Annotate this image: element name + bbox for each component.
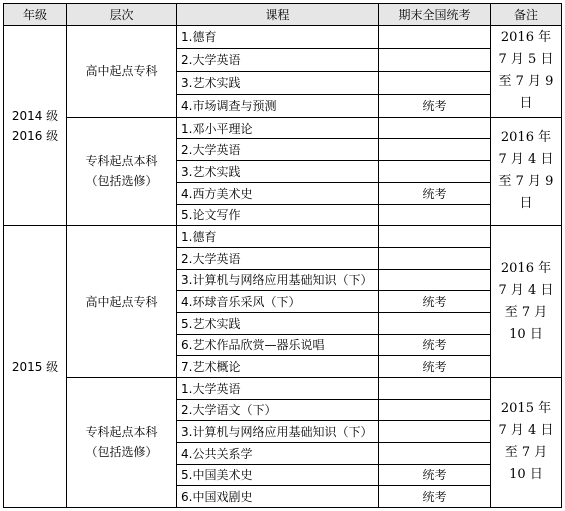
exam-cell: 统考 <box>379 464 491 486</box>
course-cell: 4.西方美术史 <box>177 182 379 204</box>
exam-cell <box>379 117 491 139</box>
remark-cell: 2016 年 7 月 4 日至 7 月 10 日 <box>491 226 562 378</box>
header-national-exam: 期末全国统考 <box>379 4 491 26</box>
header-level: 层次 <box>67 4 177 26</box>
course-cell: 3.计算机与网络应用基础知识（下） <box>177 269 379 291</box>
exam-cell: 统考 <box>379 94 491 117</box>
exam-cell: 统考 <box>379 291 491 313</box>
course-cell: 7.艺术概论 <box>177 356 379 378</box>
exam-cell <box>379 399 491 421</box>
exam-schedule-table <box>3 3 562 508</box>
header-row <box>4 4 562 26</box>
exam-cell <box>379 377 491 399</box>
grade-cell: 2014 级 2016 级 <box>4 26 67 226</box>
exam-cell: 统考 <box>379 182 491 204</box>
level-cell: 专科起点本科 （包括选修） <box>67 117 177 225</box>
exam-cell <box>379 269 491 291</box>
course-cell: 5.论文写作 <box>177 204 379 226</box>
course-cell: 2.大学英语 <box>177 247 379 269</box>
exam-cell <box>379 71 491 94</box>
course-cell: 6.艺术作品欣赏—器乐说唱 <box>177 334 379 356</box>
course-cell: 4.环球音乐采风（下） <box>177 291 379 313</box>
course-cell: 2.大学英语 <box>177 48 379 71</box>
course-cell: 2.大学英语 <box>177 139 379 161</box>
exam-cell <box>379 204 491 226</box>
course-cell: 4.市场调查与预测 <box>177 94 379 117</box>
course-cell: 5.艺术实践 <box>177 312 379 334</box>
remark-cell: 2015 年 7 月 4 日至 7 月 10 日 <box>491 377 562 507</box>
level-cell: 专科起点本科 （包括选修） <box>67 377 177 507</box>
header-course: 课程 <box>177 4 379 26</box>
header-remark: 备注 <box>491 4 562 26</box>
exam-cell: 统考 <box>379 356 491 378</box>
remark-cell: 2016 年 7 月 5 日至 7 月 9 日 <box>491 26 562 118</box>
table-row <box>4 377 562 399</box>
level-cell: 高中起点专科 <box>67 226 177 378</box>
course-cell: 1.德育 <box>177 26 379 49</box>
course-cell: 1.邓小平理论 <box>177 117 379 139</box>
table-row <box>4 26 562 49</box>
level-cell: 高中起点专科 <box>67 26 177 118</box>
table-row <box>4 117 562 139</box>
grade-cell: 2015 级 <box>4 226 67 508</box>
header-grade: 年级 <box>4 4 67 26</box>
exam-cell <box>379 226 491 248</box>
course-cell: 3.艺术实践 <box>177 71 379 94</box>
exam-cell <box>379 442 491 464</box>
exam-cell: 统考 <box>379 486 491 508</box>
course-cell: 5.中国美术史 <box>177 464 379 486</box>
exam-cell <box>379 247 491 269</box>
course-cell: 3.计算机与网络应用基础知识（下） <box>177 421 379 443</box>
exam-cell <box>379 312 491 334</box>
exam-cell: 统考 <box>379 334 491 356</box>
course-cell: 3.艺术实践 <box>177 161 379 183</box>
course-cell: 1.德育 <box>177 226 379 248</box>
exam-cell <box>379 26 491 49</box>
exam-cell <box>379 139 491 161</box>
exam-cell <box>379 48 491 71</box>
course-cell: 2.大学语文（下） <box>177 399 379 421</box>
course-cell: 6.中国戏剧史 <box>177 486 379 508</box>
table-row <box>4 226 562 248</box>
remark-cell: 2016 年 7 月 4 日至 7 月 9 日 <box>491 117 562 225</box>
course-cell: 1.大学英语 <box>177 377 379 399</box>
course-cell: 4.公共关系学 <box>177 442 379 464</box>
exam-cell <box>379 421 491 443</box>
exam-cell <box>379 161 491 183</box>
